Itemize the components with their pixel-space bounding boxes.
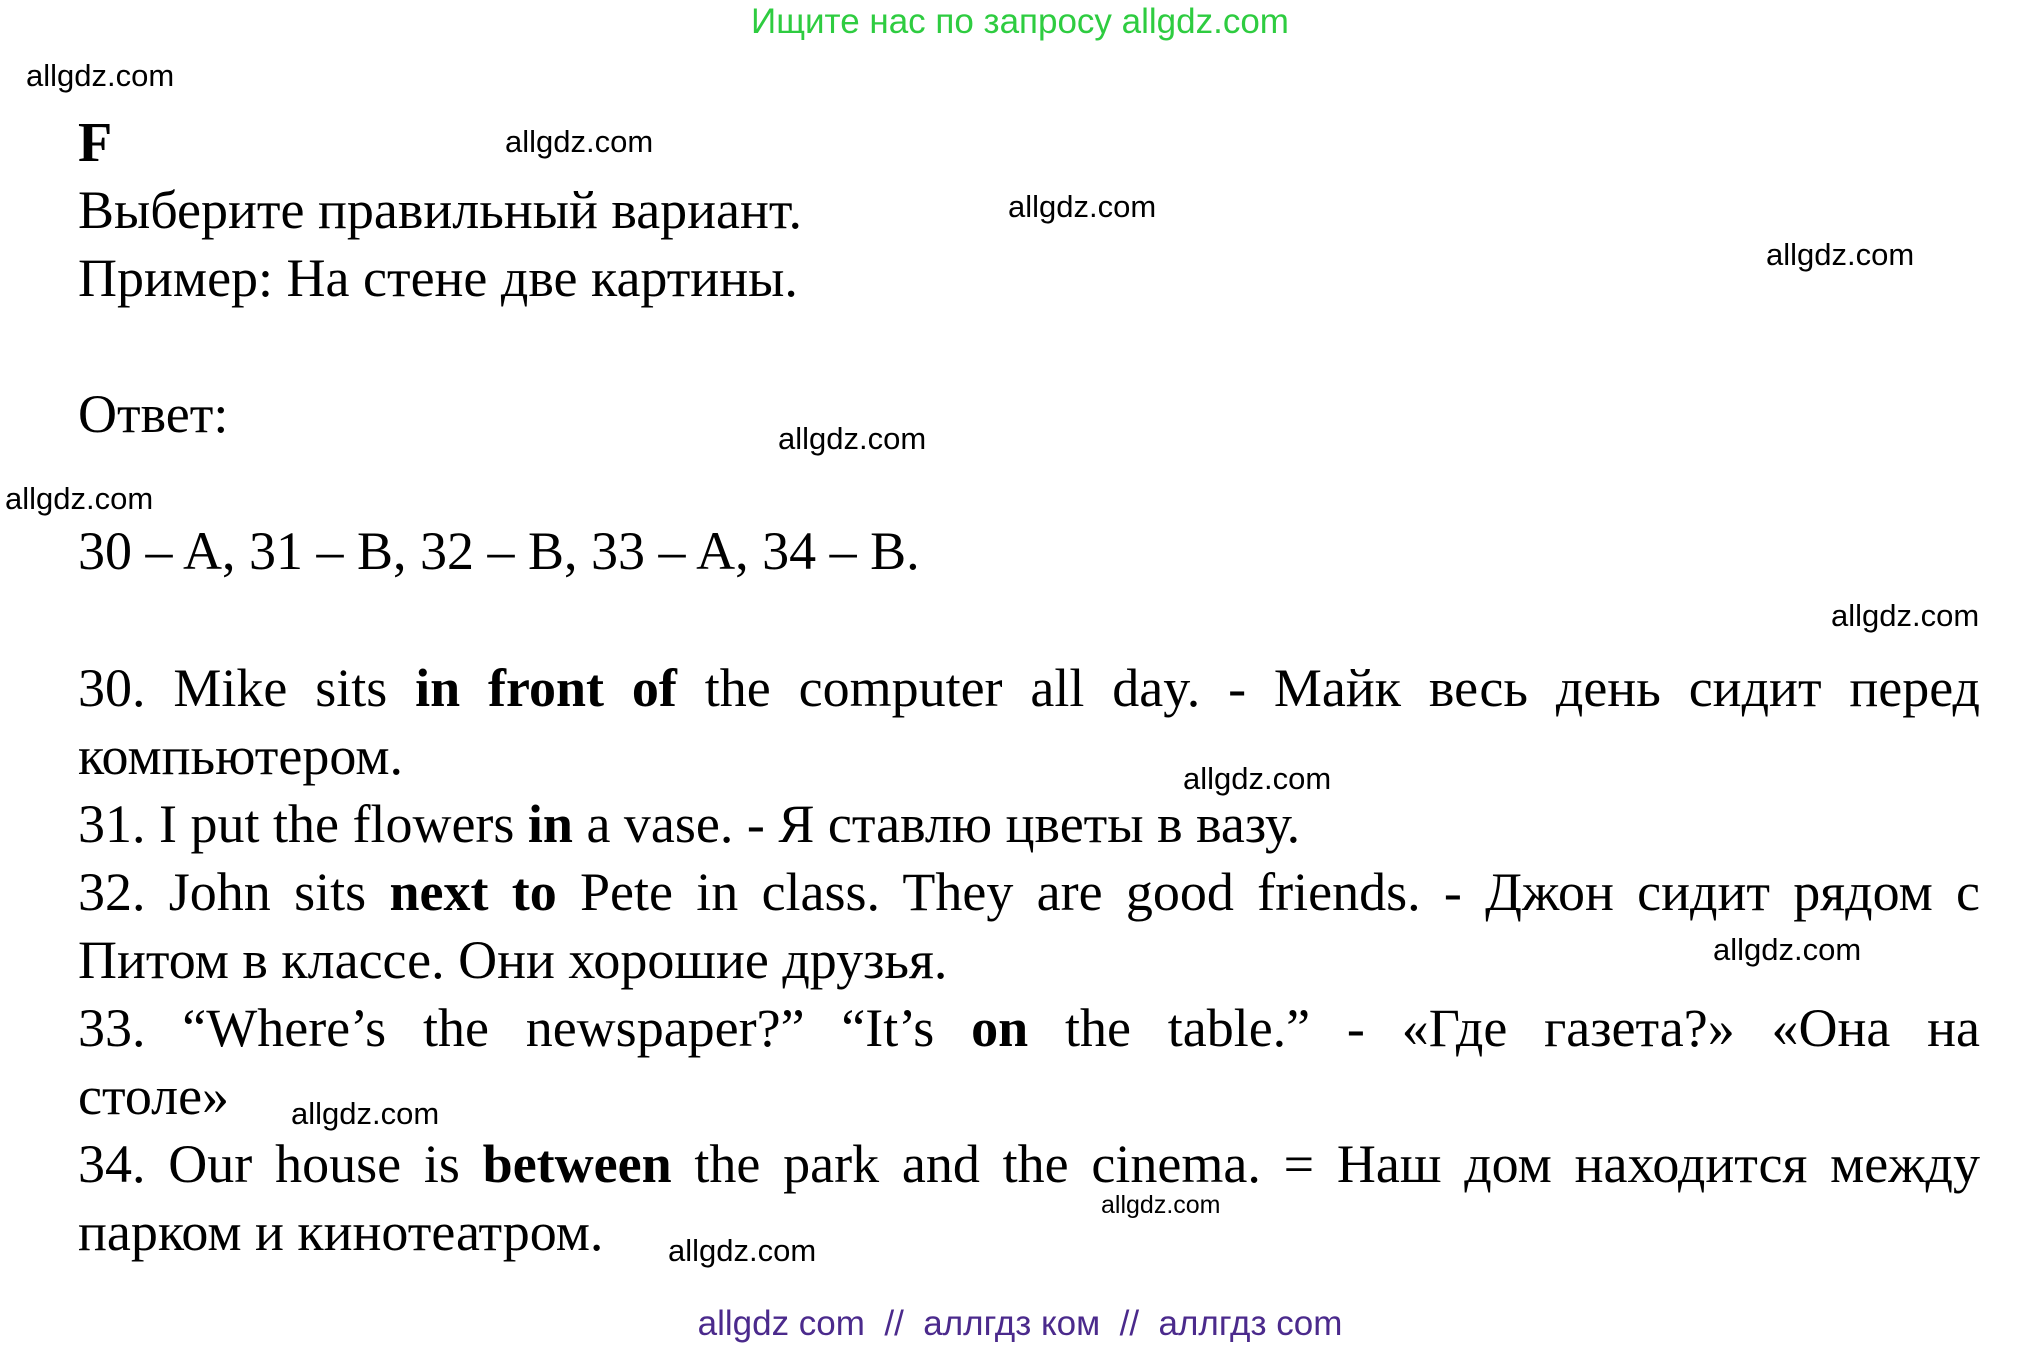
preposition: next to (389, 862, 557, 922)
watermark: allgdz.com (5, 481, 154, 516)
item-number: 33. (78, 998, 146, 1058)
item-number: 30. (78, 658, 146, 718)
watermark: allgdz.com (668, 1233, 817, 1268)
answer-item-32-continued: Питом в классе. Они хорошие друзья. (78, 930, 948, 990)
item-number: 34. (78, 1134, 146, 1194)
preposition: in (527, 794, 573, 854)
answer-item-31: 31. I put the flowers in a vase. - Я ставлю цветы в вазу. (78, 794, 1301, 854)
answer-key: 30 – A, 31 – B, 32 – B, 33 – A, 34 – B. (78, 521, 920, 581)
footer-text[interactable]: allgdz com // аллгдз ком // аллгдз com (697, 1304, 1343, 1343)
footer-links[interactable] (0, 1302, 2040, 1346)
example: Пример: На стене две картины. (78, 248, 798, 308)
answer-item-33: 33. “Where’s the newspaper?” “It’s on the table.” - «Где газета?» «Она на (78, 998, 1981, 1058)
answer-item-33-continued: столе» (78, 1066, 230, 1126)
preposition: in front of (415, 658, 677, 718)
watermark: allgdz.com (1766, 237, 1915, 272)
answer-item-30: 30. Mike sits in front of the computer all day. - Майк весь день сидит перед (78, 658, 1981, 718)
watermark: allgdz.com (1183, 761, 1332, 796)
watermark: allgdz.com (291, 1096, 440, 1131)
answer-item-32: 32. John sits next to Pete in class. They are good friends. - Джон сидит рядом с (78, 862, 1980, 922)
watermark: allgdz.com (505, 124, 654, 159)
preposition: between (482, 1134, 672, 1194)
watermark: allgdz.com (26, 58, 175, 93)
answer-label: Ответ: (78, 384, 229, 444)
item-number: 31. (78, 794, 146, 854)
preposition: on (971, 998, 1029, 1058)
watermark: allgdz.com (1831, 598, 1980, 633)
watermark: allgdz.com (1101, 1191, 1221, 1219)
top-banner: Ищите нас по запросу allgdz.com (751, 2, 1289, 41)
document-body (78, 0, 1980, 1290)
answer-item-34-continued: парком и кинотеатром. (78, 1202, 604, 1262)
watermark: allgdz.com (1008, 189, 1157, 224)
watermark: allgdz.com (1713, 932, 1862, 967)
item-number: 32. (78, 862, 146, 922)
watermark: allgdz.com (778, 421, 927, 456)
answer-item-34: 34. Our house is between the park and the cinema. = Наш дом находится между (78, 1134, 1981, 1194)
answer-item-30-continued: компьютером. (78, 726, 404, 786)
header-letter: F (78, 112, 113, 174)
instruction: Выберите правильный вариант. (78, 180, 802, 240)
